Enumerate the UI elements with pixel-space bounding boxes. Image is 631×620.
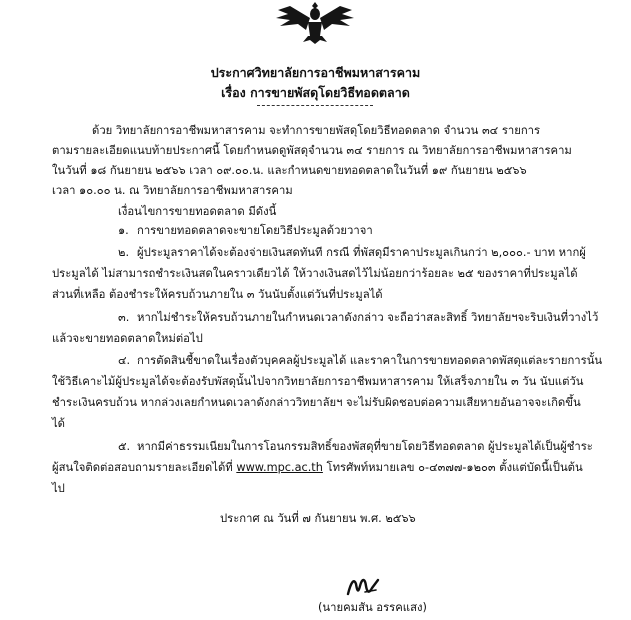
condition-line: หากมีค่าธรรมเนียมในการโอนกรรมสิทธิ์ของพัสดุที่ขายโดยวิธีทอดตลาด ผู้ประมูลได้เป็นผู้ชำระ [137, 440, 593, 453]
garuda-emblem-icon [270, 0, 360, 44]
condition-line: ใช้วิธีเคาะไม้ผู้ประมูลได้จะต้องรับพัสดุนั้นไปจากวิทยาลัยการอาชีพมหาสารคาม ให้เสร็จภายใน ๓ วัน นับแต่วัน [52, 375, 584, 388]
condition-line: ผู้ประมูลราคาได้จะต้องจ่ายเงินสดทันที กรณี ที่พัสดุมีราคาประมูลเกินกว่า ๒,๐๐๐.- บาท หากผู้ [137, 246, 586, 259]
document-subject: เรื่อง การขายพัสดุโดยวิธีทอดตลาด [221, 85, 410, 100]
announcement-date: ประกาศ ณ วันที่ ๗ กันยายน พ.ศ. ๒๕๖๖ [220, 512, 416, 525]
intro-line: เวลา ๑๐.๐๐ น. ณ วิทยาลัยการอาชีพมหาสารคาม [52, 184, 293, 197]
intro-line: ด้วย วิทยาลัยการอาชีพมหาสารคาม จะทำการขายพัสดุโดยวิธีทอดตลาด จำนวน ๓๔ รายการ [92, 124, 541, 137]
contact-phone-text: โทรศัพท์หมายเลข ๐-๔๓๗๗-๑๒๐๓ ตั้งแต่บัดนี้เป็นต้น [322, 461, 583, 474]
condition-line [52, 460, 583, 475]
condition-line: หากไม่ชำระให้ครบถ้วนภายในกำหนดเวลาดังกล่าว จะถือว่าสละสิทธิ์ วิทยาลัยฯจะริบเงินที่วางไว้ [137, 311, 599, 324]
condition-number: ๑. [118, 224, 129, 237]
condition-line: ส่วนที่เหลือ ต้องชำระให้ครบถ้วนภายใน ๓ วันนับตั้งแต่วันที่ประมูลได้ [52, 288, 383, 301]
condition-line: ได้ [52, 417, 66, 430]
intro-line: ตามรายละเอียดแนบท้ายประกาศนี้ โดยกำหนดดูพัสดุจำนวน ๓๔ รายการ ณ วิทยาลัยการอาชีพมหาสารคาม [52, 144, 572, 157]
condition-line: การขายทอดตลาดจะขายโดยวิธีประมูลด้วยวาจา [137, 224, 373, 237]
document-title: ประกาศวิทยาลัยการอาชีพมหาสารคาม [210, 65, 421, 80]
condition-number: ๔. [118, 354, 131, 367]
condition-number: ๓. [118, 311, 130, 324]
condition-line: การตัดสินชี้ขาดในเรื่องตัวบุคคลผู้ประมูลได้ และราคาในการขายทอดตลาดพัสดุแต่ละรายการนั้น [137, 354, 603, 367]
condition-line: ประมูลได้ ไม่สามารถชำระเงินสดในคราวเดียวได้ ให้วางเงินสดไว้ไม่น้อยกว่าร้อยละ ๒๕ ของราคาที่ประมูลได้ [52, 267, 578, 280]
contact-lead-text: ผู้สนใจติดต่อสอบถามรายละเอียดได้ที่ [52, 461, 237, 474]
signature-mark [345, 572, 381, 600]
condition-line: แล้วจะขายทอดตลาดใหม่ต่อไป [52, 332, 203, 345]
website-link[interactable]: www.mpc.ac.th [236, 461, 323, 474]
condition-line: ไป [52, 482, 65, 495]
condition-number: ๕. [118, 440, 131, 453]
condition-number: ๒. [118, 246, 130, 259]
conditions-heading: เงื่อนไขการขายทอดตลาด มีดังนี้ [118, 205, 277, 218]
intro-line: ในวันที่ ๑๘ กันยายน ๒๕๖๖ เวลา ๐๙.๐๐.น. และกำหนดขายทอดตลาดในวันที่ ๑๙ กันยายน ๒๕๖๖ [52, 164, 527, 177]
signer-name: (นายคมสัน อรรคแสง) [318, 601, 427, 614]
condition-line: ชำระเงินครบถ้วน หากล่วงเลยกำหนดเวลาดังกล่าววิทยาลัยฯ จะไม่รับผิดชอบต่อความเสียหายอันอาจจะเกิดขึ้น [52, 396, 581, 409]
title-divider [257, 105, 373, 106]
